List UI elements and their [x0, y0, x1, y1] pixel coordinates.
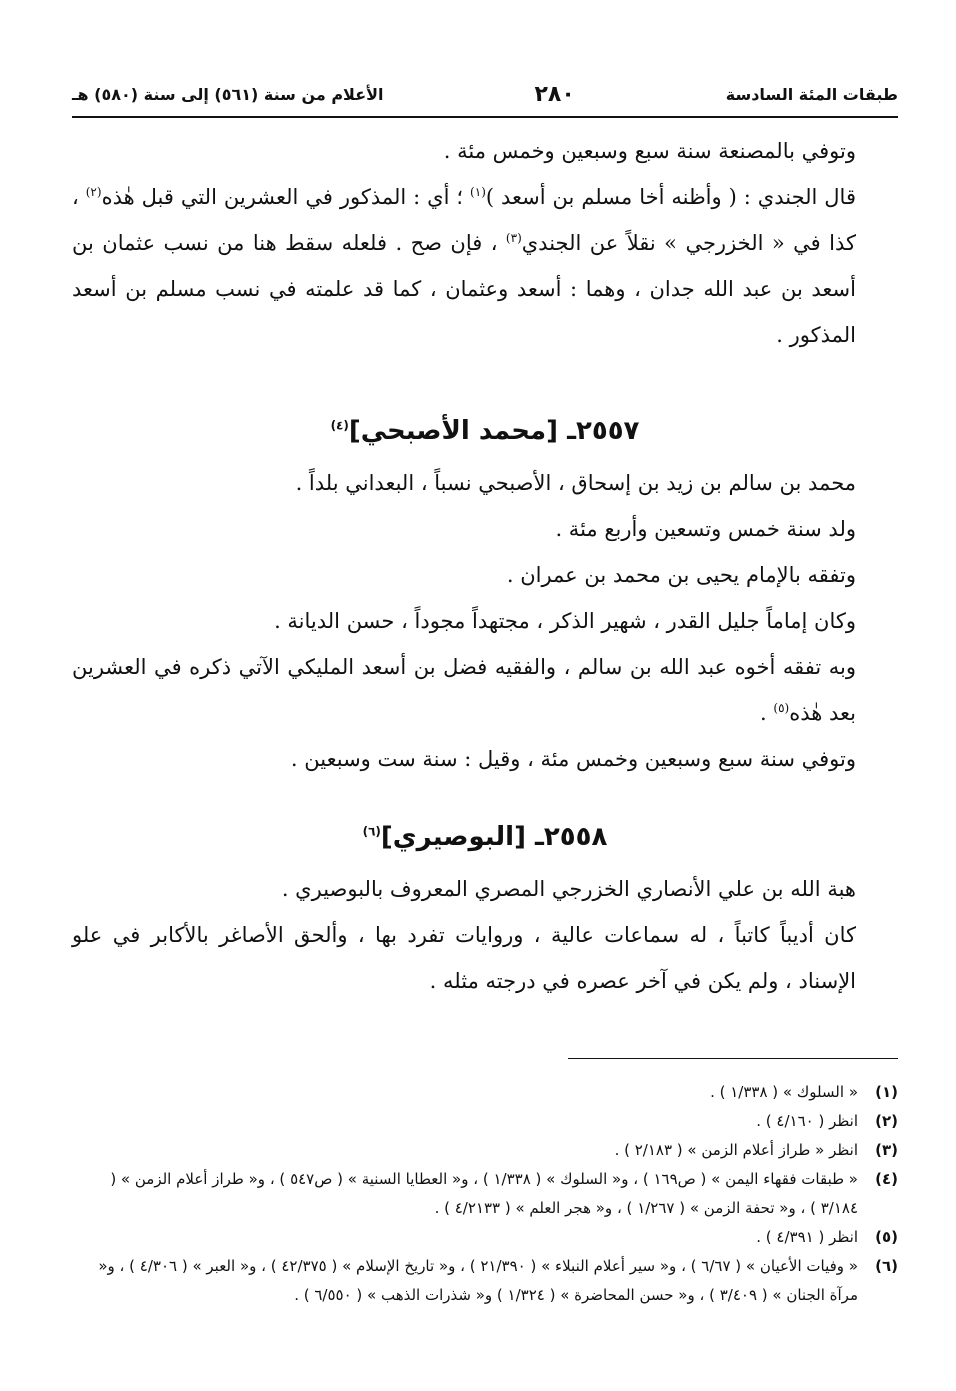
text-run: ، كذا في « الخزرجي » نقلاً عن الجندي	[72, 185, 857, 255]
footnote-text: « وفيات الأعيان » ( ٦/٦٧ ) ، و« سير أعلام النبلاء » ( ٢١/٣٩٠ ) ، و« تاريخ الإسلام » ( ٤٢/٣٧٥ ) ، و« العبر » ( ٤/٣٠٦ ) ، و« مرآة الجنان » ( ٣/٤٠٩ ) ، و« حسن المحاضرة » ( ١/٣٢٤ ) و« شذرات الذهب » ( ٦/٥٥٠ ) .	[98, 1257, 858, 1304]
footnote-number: (٣)	[875, 1141, 898, 1159]
paragraph: وتوفي بالمصنعة سنة سبع وسبعين وخمس مئة .	[443, 139, 856, 163]
paragraph: وتفقه بالإمام يحيى بن محمد بن عمران .	[506, 563, 856, 587]
footnote-number: (١)	[875, 1083, 898, 1101]
entry-title-text: ٢٥٥٨ـ [البوصيري]	[380, 822, 608, 852]
paragraph: كان أديباً كاتباً ، له سماعات عالية ، وروايات تفرد بها ، وألحق الأصاغر بالأكابر في علو الإسناد ، ولم يكن في آخر عصره في درجته مثله .	[72, 923, 856, 993]
header-volume-range: الأعلام من سنة (٥٦١) إلى سنة (٥٨٠) هـ	[72, 84, 384, 104]
text-run: .	[760, 701, 774, 725]
footnote-number: (٢)	[875, 1112, 898, 1130]
paragraph	[72, 174, 898, 358]
footnote-text: « طبقات فقهاء اليمن » ( ص١٦٩ ) ، و« السلوك » ( ١/٣٣٨ ) ، و« العطايا السنية » ( ص٥٤٧ ) ، و« طراز أعلام الزمن » ( ٣/١٨٤ ) ، و« تحفة الزمن » ( ١/٢٦٧ ) ، و« هجر العلم » ( ٤/٢١٣٣ ) .	[110, 1170, 858, 1217]
footnote-text: « السلوك » ( ١/٣٣٨ ) .	[710, 1083, 858, 1101]
text-run: ؛ أي : المذكور في العشرين التي قبل هٰذه	[101, 185, 471, 209]
page-body	[72, 128, 898, 1004]
page-number: ٢٨٠	[534, 81, 575, 107]
footnote	[72, 1223, 898, 1252]
footnote-text: انظر « طراز أعلام الزمن » ( ٢/١٨٣ ) .	[614, 1141, 858, 1159]
footnote-ref: (٣)	[505, 231, 522, 245]
text-run: وبه تفقه أخوه عبد الله بن سالم ، والفقيه فضل بن أسعد المليكي الآتي ذكره في العشرين بعد هٰذه	[72, 655, 856, 725]
entry-title-text: ٢٥٥٧ـ [محمد الأصبحي]	[348, 416, 640, 446]
text-run: ، فإن صح . فلعله سقط هنا من نسب عثمان بن أسعد بن عبد الله جدان ، وهما : أسعد وعثمان ، كما قد علمته في نسب مسلم بن أسعد المذكور .	[72, 231, 856, 347]
footnotes	[72, 1078, 898, 1310]
header-divider	[72, 116, 898, 118]
entry-title	[72, 408, 898, 454]
paragraph	[72, 644, 898, 736]
footnote-number: (٥)	[875, 1228, 898, 1246]
footnote-ref: (٤)	[330, 418, 349, 433]
paragraph: محمد بن سالم بن زيد بن إسحاق ، الأصبحي نسباً ، البعداني بلداً .	[295, 471, 856, 495]
running-header	[72, 76, 898, 112]
footnote	[72, 1078, 898, 1107]
entry-title	[72, 814, 898, 860]
footnote	[72, 1165, 898, 1223]
footnote-ref: (٥)	[773, 701, 790, 715]
footnote-ref: (٢)	[85, 185, 102, 199]
footnote-divider	[568, 1058, 898, 1059]
header-section-title: طبقات المئة السادسة	[725, 84, 898, 104]
paragraph: وتوفي سنة سبع وسبعين وخمس مئة ، وقيل : سنة ست وسبعين .	[290, 747, 856, 771]
footnote	[72, 1107, 898, 1136]
paragraph: وكان إماماً جليل القدر ، شهير الذكر ، مجتهداً مجوداً ، حسن الديانة .	[274, 609, 856, 633]
footnote	[72, 1136, 898, 1165]
footnote-text: انظر ( ٤/١٦٠ ) .	[756, 1112, 858, 1130]
footnote-ref: (١)	[470, 185, 486, 199]
footnote-number: (٤)	[875, 1170, 898, 1188]
paragraph: ولد سنة خمس وتسعين وأربع مئة .	[555, 517, 856, 541]
footnote-number: (٦)	[875, 1257, 898, 1275]
footnote-text: انظر ( ٤/٣٩١ ) .	[756, 1228, 858, 1246]
paragraph: هبة الله بن علي الأنصاري الخزرجي المصري المعروف بالبوصيري .	[281, 877, 856, 901]
footnote	[72, 1252, 898, 1310]
text-run: قال الجندي : ( وأظنه أخا مسلم بن أسعد )	[485, 185, 856, 209]
footnote-ref: (٦)	[362, 824, 381, 839]
